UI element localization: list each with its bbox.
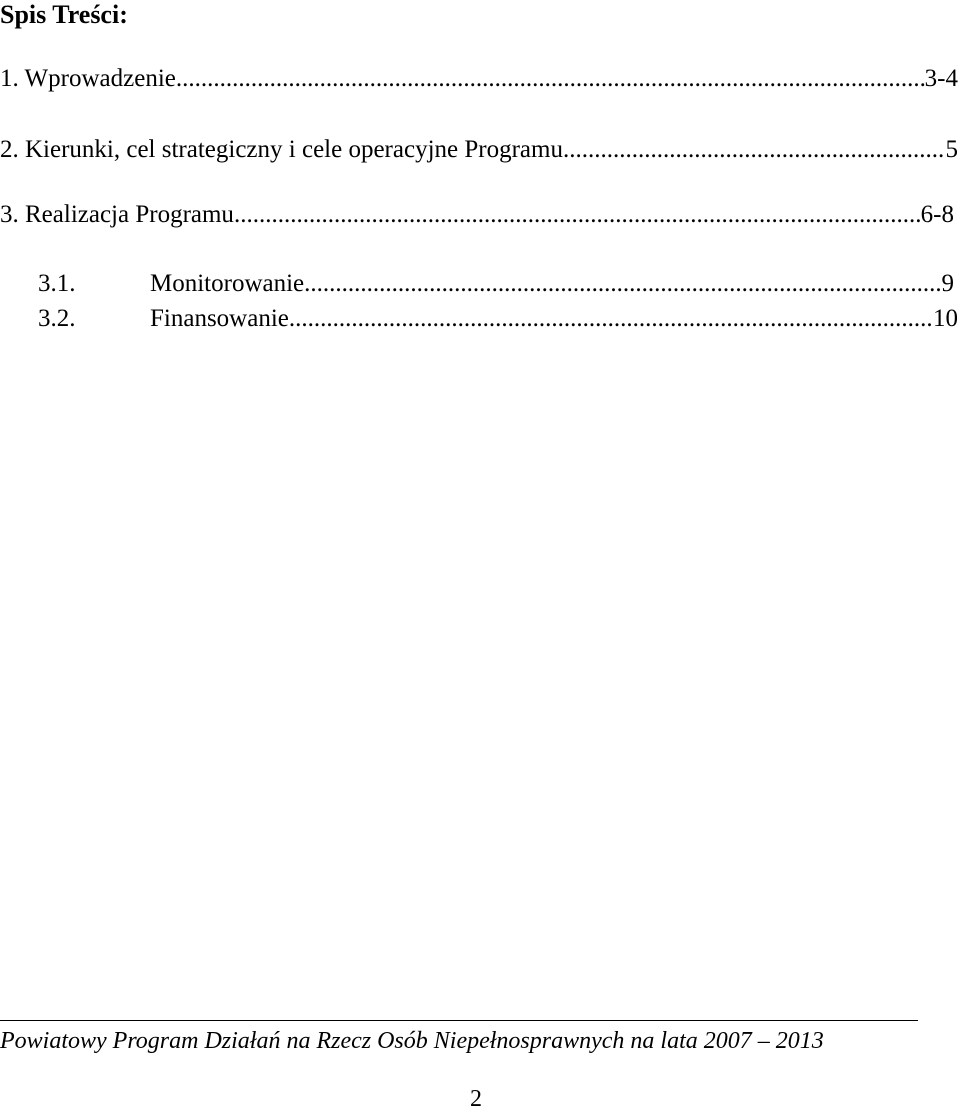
toc-entry-label: 1. Wprowadzenie — [0, 65, 176, 92]
toc-entry-page: 5 — [945, 136, 958, 163]
toc-subentry-label: Monitorowanie — [150, 270, 305, 297]
toc-entry-introduction[interactable] — [0, 64, 958, 94]
toc-title: Spis Treści: — [0, 0, 128, 29]
footer-text: Powiatowy Program Działań na Rzecz Osób Niepełnosprawnych na lata 2007 – 2013 — [0, 1028, 824, 1054]
toc-subentry-number: 3.2. — [38, 305, 76, 332]
footer-divider — [0, 1020, 918, 1021]
toc-entry-page: 6-8 — [920, 201, 954, 228]
page-number: 2 — [470, 1086, 482, 1112]
toc-subentry-number: 3.1. — [38, 270, 76, 297]
toc-entry-label: 3. Realizacja Programu — [0, 201, 234, 228]
toc-leader-dots — [304, 269, 941, 299]
toc-subentry-monitoring[interactable] — [38, 269, 954, 299]
toc-subentry-page: 10 — [933, 305, 958, 332]
toc-entry-label: 2. Kierunki, cel strategiczny i cele operacyjne Programu — [0, 136, 563, 163]
toc-subentry-financing[interactable] — [38, 304, 958, 334]
toc-leader-dots — [563, 135, 946, 165]
toc-subentry-label: Finansowanie — [150, 305, 289, 332]
toc-leader-dots — [289, 304, 933, 334]
toc-subentry-page: 9 — [941, 270, 954, 297]
toc-leader-dots — [176, 64, 925, 94]
toc-entry-directions-goals[interactable] — [0, 135, 958, 165]
toc-entry-page: 3-4 — [924, 65, 958, 92]
toc-leader-dots — [234, 200, 921, 230]
toc-entry-implementation[interactable] — [0, 200, 954, 230]
